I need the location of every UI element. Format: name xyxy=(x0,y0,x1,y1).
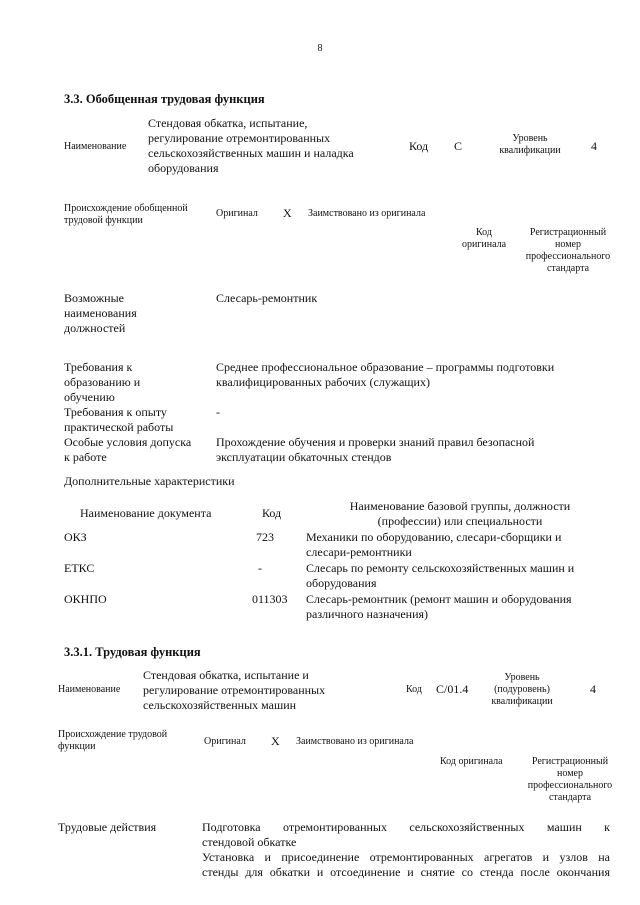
req-positions-value: Слесарь-ремонтник xyxy=(216,291,318,305)
sub-original-mark: X xyxy=(271,734,280,748)
kod-originala-label: Код оригинала xyxy=(461,227,507,250)
sub-origin-label: Происхождение трудовой функции xyxy=(58,729,168,752)
sub-kod-originala-label: Код оригинала xyxy=(440,756,503,767)
table-row-name: Механики по оборудованию, слесари-сборщики и слесари-ремонтники xyxy=(306,530,562,559)
sub-naimenovanie-label: Наименование xyxy=(58,684,121,695)
reg-nomer-label: Регистрационный номер профессионального стандарта xyxy=(525,227,611,274)
table-row-name: Слесарь-ремонтник (ремонт машин и оборудования различного назначения) xyxy=(306,592,572,621)
req-education-label: Требования к образованию и обучению xyxy=(64,360,141,404)
table-row-doc: ЕТКС xyxy=(64,561,95,575)
uroven-label: Уровень квалификации xyxy=(499,133,561,156)
req-experience-value: - xyxy=(216,405,220,419)
sub-borrowed-label: Заимствовано из оригинала xyxy=(296,736,414,747)
borrowed-label: Заимствовано из оригинала xyxy=(308,208,426,219)
labor-actions-label: Трудовые действия xyxy=(58,820,157,834)
subsection-heading: 3.3.1. Трудовая функция xyxy=(64,645,201,659)
sub-original-label: Оригинал xyxy=(204,736,246,747)
kod-label: Код xyxy=(409,139,429,153)
table-row-doc: ОКНПО xyxy=(64,592,107,606)
req-conditions-label: Особые условия допуска к работе xyxy=(64,435,192,464)
req-positions-label: Возможные наименования должностей xyxy=(64,291,137,335)
table-row-name: Слесарь по ремонту сельскохозяйственных машин и оборудования xyxy=(306,561,575,590)
uroven-value: 4 xyxy=(591,139,597,153)
page-number: 8 xyxy=(317,43,323,54)
table-row-doc: ОКЗ xyxy=(64,530,87,544)
labor-actions-text: Подготовка отремонтированных сельскохозяйственных машин к стендовой обкатке Установка и присоединение отремонтированных агрегатов и узлов на стенды для обкатки и отсоединение и снятие со стенда после окончания xyxy=(202,820,610,879)
table-row-code: 723 xyxy=(256,530,274,544)
req-experience-label: Требования к опыту практической работы xyxy=(64,405,174,434)
req-conditions-value: Прохождение обучения и проверки знаний правил безопасной эксплуатации обкаточных стендов xyxy=(216,435,535,464)
original-label: Оригинал xyxy=(216,208,258,219)
additional-heading: Дополнительные характеристики xyxy=(64,474,235,488)
sub-uroven-value: 4 xyxy=(590,682,596,696)
table-row-code: 011303 xyxy=(252,592,288,606)
kod-value: C xyxy=(454,139,463,153)
sub-reg-nomer-label: Регистрационный номер профессионального стандарта xyxy=(527,756,613,803)
col-group-header: Наименование базовой группы, должности (профессии) или специальности xyxy=(349,499,571,528)
table-row-code: - xyxy=(258,561,262,575)
function-name: Стендовая обкатка, испытание, регулирование отремонтированных сельскохозяйственных машин и наладка оборудования xyxy=(148,116,354,175)
sub-function-name: Стендовая обкатка, испытание и регулирование отремонтированных сельскохозяйственных машин xyxy=(143,668,326,712)
origin-label: Происхождение обобщенной трудовой функции xyxy=(64,203,188,226)
sub-kod-value: C/01.4 xyxy=(436,682,469,696)
sub-kod-label: Код xyxy=(406,684,422,695)
sub-uroven-label: Уровень (подуровень) квалификации xyxy=(491,672,553,707)
col-doc-header: Наименование документа xyxy=(80,506,212,520)
req-education-value: Среднее профессиональное образование – программы подготовки квалифицированных рабочих (служащих) xyxy=(216,360,555,389)
section-heading: 3.3. Обобщенная трудовая функция xyxy=(64,92,265,106)
original-mark: X xyxy=(283,206,292,220)
col-code-header: Код xyxy=(262,506,282,520)
naimenovanie-label: Наименование xyxy=(64,141,127,152)
